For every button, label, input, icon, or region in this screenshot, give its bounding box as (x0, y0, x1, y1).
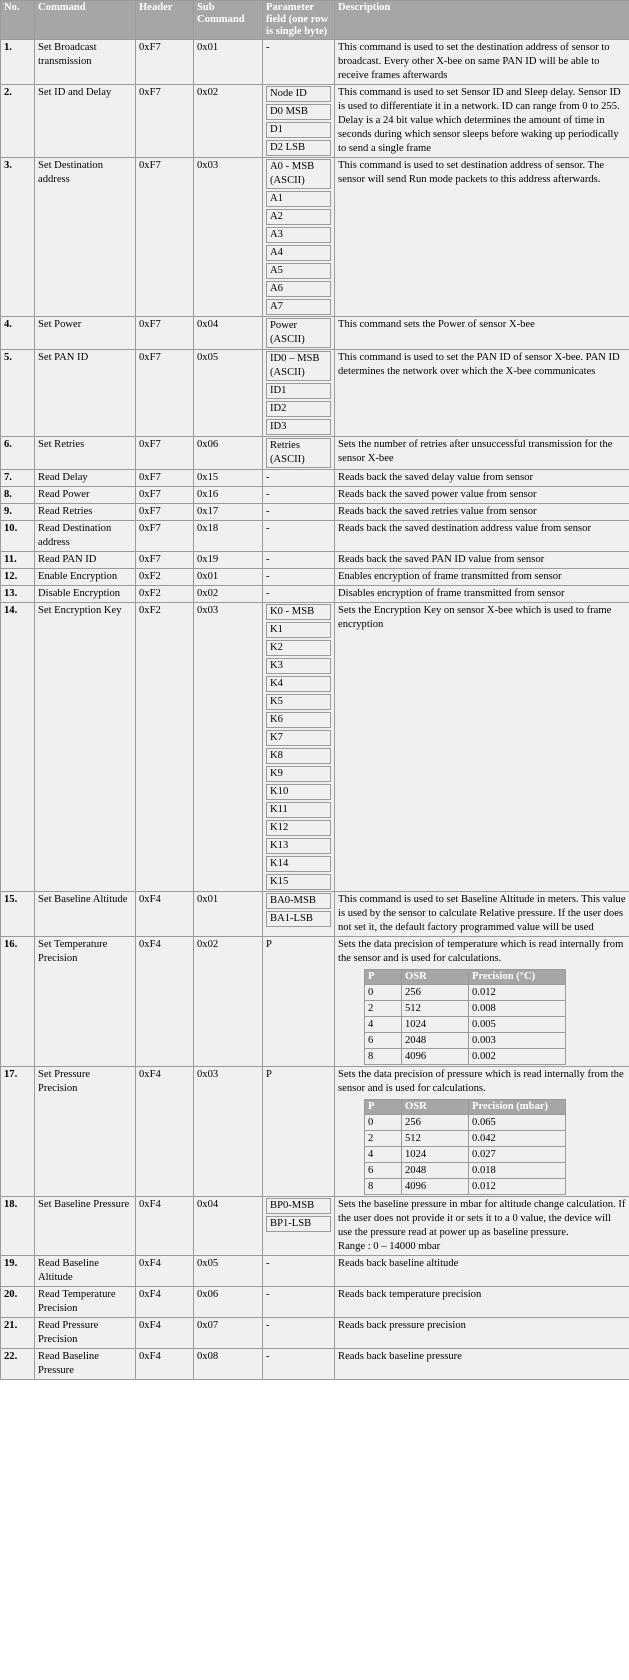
parameter-byte: K3 (266, 658, 331, 674)
table-row (1, 158, 629, 317)
header-command: Command (35, 1, 136, 40)
precision-cell: 2048 (402, 1163, 469, 1179)
description-cell (335, 158, 629, 317)
sub-command-value: 0x02 (194, 937, 263, 1067)
row-number: 5. (1, 350, 35, 437)
table-row (1, 521, 629, 552)
parameter-byte: K6 (266, 712, 331, 728)
header-value: 0xF7 (136, 350, 194, 437)
command-name: Enable Encryption (35, 569, 136, 586)
parameter-cell (263, 1318, 335, 1349)
header-value: 0xF4 (136, 1318, 194, 1349)
table-row (1, 317, 629, 350)
sub-command-value: 0x18 (194, 521, 263, 552)
table-body (1, 40, 629, 1380)
parameter-cell (263, 1349, 335, 1380)
sub-command-value: 0x17 (194, 504, 263, 521)
description-text: Reads back pressure precision (338, 1320, 466, 1331)
header-header: Header (136, 1, 194, 40)
precision-header-cell: OSR (402, 970, 469, 985)
command-name: Set Pressure Precision (35, 1067, 136, 1197)
parameter-byte: - (266, 571, 270, 582)
precision-cell: 2 (365, 1131, 402, 1147)
precision-cell: 0.065 (469, 1115, 566, 1131)
header-value: 0xF2 (136, 569, 194, 586)
description-text: Sets the data precision of pressure which is read internally from the sensor and is used for calculations. (338, 1069, 624, 1094)
precision-cell: 6 (365, 1033, 402, 1049)
header-sub-command: Sub Command (194, 1, 263, 40)
parameter-byte: - (266, 1258, 270, 1269)
parameter-cell (263, 586, 335, 603)
parameter-cell (263, 437, 335, 470)
parameter-byte: - (266, 1320, 270, 1331)
sub-command-value: 0x08 (194, 1349, 263, 1380)
sub-command-value: 0x05 (194, 1256, 263, 1287)
description-text: Reads back the saved retries value from sensor (338, 506, 537, 517)
header-value: 0xF4 (136, 937, 194, 1067)
command-name: Set Encryption Key (35, 603, 136, 892)
row-number: 3. (1, 158, 35, 317)
header-value: 0xF7 (136, 437, 194, 470)
header-value: 0xF7 (136, 158, 194, 317)
precision-table-header (365, 970, 566, 985)
precision-header-cell: P (365, 1100, 402, 1115)
parameter-byte: K5 (266, 694, 331, 710)
description-text: This command is used to set the destination address of sensor to broadcast. Every other X-bee on same PAN ID will be able to receive frames afterwards (338, 42, 610, 81)
description-text: Sets the baseline pressure in mbar for altitude change calculation. If the user does not provide it or sets it to a 0 value, the device will use the pressure read at power up as baseline pressure. (338, 1199, 626, 1238)
parameter-cell (263, 937, 335, 1067)
header-value: 0xF7 (136, 504, 194, 521)
row-number: 2. (1, 85, 35, 158)
precision-cell: 0.003 (469, 1033, 566, 1049)
parameter-byte: A2 (266, 209, 331, 225)
row-number: 8. (1, 487, 35, 504)
header-value: 0xF4 (136, 1287, 194, 1318)
parameter-cell (263, 350, 335, 437)
header-value: 0xF4 (136, 1197, 194, 1256)
precision-cell: 0.002 (469, 1049, 566, 1065)
precision-cell: 0.008 (469, 1001, 566, 1017)
parameter-byte: - (266, 489, 270, 500)
parameter-byte: ID2 (266, 401, 331, 417)
description-cell (335, 85, 629, 158)
parameter-byte: D1 (266, 122, 331, 138)
precision-cell: 0.027 (469, 1147, 566, 1163)
sub-command-value: 0x05 (194, 350, 263, 437)
parameter-cell (263, 603, 335, 892)
command-name: Read Delay (35, 470, 136, 487)
description-text: Enables encryption of frame transmitted from sensor (338, 571, 562, 582)
parameter-byte: K10 (266, 784, 331, 800)
precision-cell: 0 (365, 1115, 402, 1131)
command-name: Set ID and Delay (35, 85, 136, 158)
parameter-byte: - (266, 472, 270, 483)
sub-command-value: 0x02 (194, 586, 263, 603)
description-text: Sets the number of retries after unsuccessful transmission for the sensor X-bee (338, 439, 613, 464)
table-row (1, 1349, 629, 1380)
precision-cell: 8 (365, 1179, 402, 1195)
description-cell (335, 1349, 629, 1380)
precision-cell: 256 (402, 985, 469, 1001)
parameter-byte: K4 (266, 676, 331, 692)
parameter-byte: Retries (ASCII) (266, 438, 331, 468)
command-name: Read Baseline Pressure (35, 1349, 136, 1380)
parameter-cell (263, 470, 335, 487)
precision-table-row (365, 1049, 566, 1065)
description-cell (335, 470, 629, 487)
precision-table-row (365, 1131, 566, 1147)
command-name: Set Destination address (35, 158, 136, 317)
header-description: Description (335, 1, 629, 40)
command-name: Read Baseline Altitude (35, 1256, 136, 1287)
table-row (1, 1318, 629, 1349)
parameter-cell (263, 317, 335, 350)
table-row (1, 350, 629, 437)
parameter-cell (263, 552, 335, 569)
description-text: Reads back baseline altitude (338, 1258, 459, 1269)
sub-command-value: 0x03 (194, 1067, 263, 1197)
precision-cell: 0.012 (469, 1179, 566, 1195)
parameter-cell (263, 1067, 335, 1197)
table-row (1, 470, 629, 487)
header-value: 0xF7 (136, 470, 194, 487)
header-value: 0xF7 (136, 487, 194, 504)
description-cell (335, 937, 629, 1067)
precision-cell: 6 (365, 1163, 402, 1179)
precision-table-row (365, 985, 566, 1001)
parameter-byte: A5 (266, 263, 331, 279)
description-cell (335, 40, 629, 85)
precision-cell: 4096 (402, 1179, 469, 1195)
header-value: 0xF4 (136, 1256, 194, 1287)
description-cell (335, 487, 629, 504)
row-number: 22. (1, 1349, 35, 1380)
parameter-byte: P (266, 1069, 272, 1080)
command-name: Set Retries (35, 437, 136, 470)
row-number: 13. (1, 586, 35, 603)
description-text: This command is used to set destination address of sensor. The sensor will send Run mode packets to this address afterwards. (338, 160, 605, 185)
header-value: 0xF7 (136, 552, 194, 569)
command-name: Set Broadcast transmission (35, 40, 136, 85)
precision-table-row (365, 1001, 566, 1017)
parameter-byte: BP0-MSB (266, 1198, 331, 1214)
description-text: Reads back the saved destination address value from sensor (338, 523, 591, 534)
header-value: 0xF4 (136, 1349, 194, 1380)
description-text: Reads back the saved power value from sensor (338, 489, 537, 500)
row-number: 15. (1, 892, 35, 937)
command-name: Disable Encryption (35, 586, 136, 603)
parameter-cell (263, 40, 335, 85)
parameter-byte: - (266, 1351, 270, 1362)
header-no: No. (1, 1, 35, 40)
parameter-byte: K14 (266, 856, 331, 872)
description-cell (335, 504, 629, 521)
sub-command-value: 0x04 (194, 317, 263, 350)
command-name: Set Baseline Pressure (35, 1197, 136, 1256)
row-number: 21. (1, 1318, 35, 1349)
description-cell (335, 521, 629, 552)
header-value: 0xF7 (136, 521, 194, 552)
command-name: Set Temperature Precision (35, 937, 136, 1067)
parameter-byte: A7 (266, 299, 331, 315)
header-value: 0xF7 (136, 40, 194, 85)
header-value: 0xF2 (136, 586, 194, 603)
header-value: 0xF7 (136, 85, 194, 158)
description-text: Reads back baseline pressure (338, 1351, 462, 1362)
table-row (1, 1256, 629, 1287)
parameter-byte: K1 (266, 622, 331, 638)
command-name: Set Power (35, 317, 136, 350)
precision-table-row (365, 1147, 566, 1163)
description-cell (335, 586, 629, 603)
parameter-byte: BA1-LSB (266, 911, 331, 927)
row-number: 11. (1, 552, 35, 569)
header-parameter-field: Parameter field (one row is single byte) (263, 1, 335, 40)
parameter-byte: K0 - MSB (266, 604, 331, 620)
description-text: This command is used to set Sensor ID and Sleep delay. Sensor ID is used to differentiate it in a network. ID can range from 0 to 255. (338, 87, 621, 112)
sub-command-value: 0x01 (194, 40, 263, 85)
sub-command-value: 0x03 (194, 158, 263, 317)
sub-command-value: 0x01 (194, 892, 263, 937)
table-row (1, 892, 629, 937)
description-cell (335, 1067, 629, 1197)
table-header-row (1, 1, 629, 40)
parameter-byte: K8 (266, 748, 331, 764)
precision-table-row (365, 1115, 566, 1131)
row-number: 10. (1, 521, 35, 552)
sub-command-value: 0x01 (194, 569, 263, 586)
precision-cell: 0.042 (469, 1131, 566, 1147)
precision-header-cell: P (365, 970, 402, 985)
precision-table (364, 969, 566, 1065)
precision-cell: 0 (365, 985, 402, 1001)
precision-cell: 4 (365, 1017, 402, 1033)
description-text: Sets the Encryption Key on sensor X-bee which is used to frame encryption (338, 605, 612, 630)
parameter-byte: K15 (266, 874, 331, 890)
description-cell (335, 1287, 629, 1318)
row-number: 6. (1, 437, 35, 470)
parameter-byte: A6 (266, 281, 331, 297)
sub-command-value: 0x07 (194, 1318, 263, 1349)
precision-header-cell: OSR (402, 1100, 469, 1115)
row-number: 17. (1, 1067, 35, 1197)
description-text: Reads back temperature precision (338, 1289, 482, 1300)
precision-table-row (365, 1179, 566, 1195)
parameter-cell (263, 1197, 335, 1256)
precision-table-row (365, 1033, 566, 1049)
description-cell (335, 552, 629, 569)
row-number: 18. (1, 1197, 35, 1256)
sub-command-value: 0x04 (194, 1197, 263, 1256)
header-value: 0xF4 (136, 1067, 194, 1197)
description-text: Reads back the saved delay value from sensor (338, 472, 534, 483)
parameter-byte: K13 (266, 838, 331, 854)
precision-cell: 512 (402, 1001, 469, 1017)
precision-table-row (365, 1017, 566, 1033)
description-cell (335, 1318, 629, 1349)
table-row (1, 586, 629, 603)
parameter-byte: - (266, 1289, 270, 1300)
row-number: 9. (1, 504, 35, 521)
row-number: 7. (1, 470, 35, 487)
table-row (1, 552, 629, 569)
precision-cell: 1024 (402, 1017, 469, 1033)
sub-command-value: 0x02 (194, 85, 263, 158)
table-row (1, 1287, 629, 1318)
precision-cell: 8 (365, 1049, 402, 1065)
parameter-byte: K11 (266, 802, 331, 818)
precision-table-header (365, 1100, 566, 1115)
command-name: Set PAN ID (35, 350, 136, 437)
command-name: Read Retries (35, 504, 136, 521)
description-text: This command is used to set the PAN ID of sensor X-bee. PAN ID determines the network over which the X-bee communicates (338, 352, 620, 377)
description-cell (335, 892, 629, 937)
command-name: Read Temperature Precision (35, 1287, 136, 1318)
parameter-byte: Node ID (266, 86, 331, 102)
parameter-cell (263, 521, 335, 552)
parameter-byte: ID0 – MSB (ASCII) (266, 351, 331, 381)
table-row (1, 40, 629, 85)
parameter-byte: D2 LSB (266, 140, 331, 156)
precision-cell: 256 (402, 1115, 469, 1131)
row-number: 12. (1, 569, 35, 586)
description-cell (335, 350, 629, 437)
parameter-byte: - (266, 523, 270, 534)
parameter-byte: - (266, 554, 270, 565)
description-text: Reads back the saved PAN ID value from sensor (338, 554, 545, 565)
command-name: Read Power (35, 487, 136, 504)
description-cell (335, 1197, 629, 1256)
row-number: 19. (1, 1256, 35, 1287)
parameter-cell (263, 158, 335, 317)
parameter-byte: Power (ASCII) (266, 318, 331, 348)
parameter-byte: A0 - MSB (ASCII) (266, 159, 331, 189)
parameter-byte: - (266, 588, 270, 599)
description-text: Disables encryption of frame transmitted from sensor (338, 588, 565, 599)
precision-cell: 1024 (402, 1147, 469, 1163)
precision-cell: 0.018 (469, 1163, 566, 1179)
description-cell (335, 1256, 629, 1287)
table-row (1, 603, 629, 892)
command-name: Set Baseline Altitude (35, 892, 136, 937)
description-text: This command sets the Power of sensor X-bee (338, 319, 535, 330)
parameter-byte: ID3 (266, 419, 331, 435)
precision-table-row (365, 1163, 566, 1179)
parameter-cell (263, 569, 335, 586)
row-number: 1. (1, 40, 35, 85)
row-number: 16. (1, 937, 35, 1067)
parameter-byte: A3 (266, 227, 331, 243)
parameter-byte: BA0-MSB (266, 893, 331, 909)
table-row (1, 1067, 629, 1197)
parameter-byte: K7 (266, 730, 331, 746)
parameter-byte: A1 (266, 191, 331, 207)
parameter-cell (263, 504, 335, 521)
sub-command-value: 0x06 (194, 1287, 263, 1318)
description-text-extra: Range : 0 – 14000 mbar (338, 1241, 441, 1252)
parameter-cell (263, 85, 335, 158)
header-value: 0xF7 (136, 317, 194, 350)
header-value: 0xF2 (136, 603, 194, 892)
row-number: 14. (1, 603, 35, 892)
description-text: This command is used to set Baseline Altitude in meters. This value is used by the sensor to calculate Relative pressure. If the user does not set it, the default factory programmed value will be used (338, 894, 626, 933)
precision-cell: 512 (402, 1131, 469, 1147)
description-text: Sets the data precision of temperature which is read internally from the sensor and is used for calculations. (338, 939, 624, 964)
sub-command-value: 0x19 (194, 552, 263, 569)
parameter-cell (263, 1287, 335, 1318)
precision-cell: 4 (365, 1147, 402, 1163)
table-row (1, 1197, 629, 1256)
description-cell (335, 569, 629, 586)
parameter-cell (263, 892, 335, 937)
parameter-byte: BP1-LSB (266, 1216, 331, 1232)
sub-command-value: 0x16 (194, 487, 263, 504)
row-number: 4. (1, 317, 35, 350)
description-text-extra: Delay is a 24 bit value which determines the amount of time in seconds during which sensor sleeps before waking up periodically to send a single frame (338, 115, 619, 154)
table-row (1, 487, 629, 504)
table-row (1, 937, 629, 1067)
parameter-byte: K2 (266, 640, 331, 656)
table-row (1, 437, 629, 470)
precision-table (364, 1099, 566, 1195)
sub-command-value: 0x15 (194, 470, 263, 487)
command-name: Read PAN ID (35, 552, 136, 569)
table-row (1, 569, 629, 586)
parameter-byte: D0 MSB (266, 104, 331, 120)
parameter-cell (263, 487, 335, 504)
precision-cell: 2048 (402, 1033, 469, 1049)
table-row (1, 85, 629, 158)
parameter-byte: - (266, 506, 270, 517)
command-name: Read Destination address (35, 521, 136, 552)
description-cell (335, 317, 629, 350)
table-row (1, 504, 629, 521)
row-number: 20. (1, 1287, 35, 1318)
parameter-byte: K9 (266, 766, 331, 782)
sub-command-value: 0x06 (194, 437, 263, 470)
precision-header-cell: Precision (mbar) (469, 1100, 566, 1115)
sub-command-value: 0x03 (194, 603, 263, 892)
parameter-byte: P (266, 939, 272, 950)
parameter-byte: A4 (266, 245, 331, 261)
parameter-byte: K12 (266, 820, 331, 836)
parameter-byte: - (266, 42, 270, 53)
precision-cell: 0.012 (469, 985, 566, 1001)
header-value: 0xF4 (136, 892, 194, 937)
command-name: Read Pressure Precision (35, 1318, 136, 1349)
description-cell (335, 437, 629, 470)
precision-header-cell: Precision (°C) (469, 970, 566, 985)
parameter-cell (263, 1256, 335, 1287)
precision-cell: 2 (365, 1001, 402, 1017)
precision-cell: 0.005 (469, 1017, 566, 1033)
parameter-byte: ID1 (266, 383, 331, 399)
description-cell (335, 603, 629, 892)
precision-cell: 4096 (402, 1049, 469, 1065)
